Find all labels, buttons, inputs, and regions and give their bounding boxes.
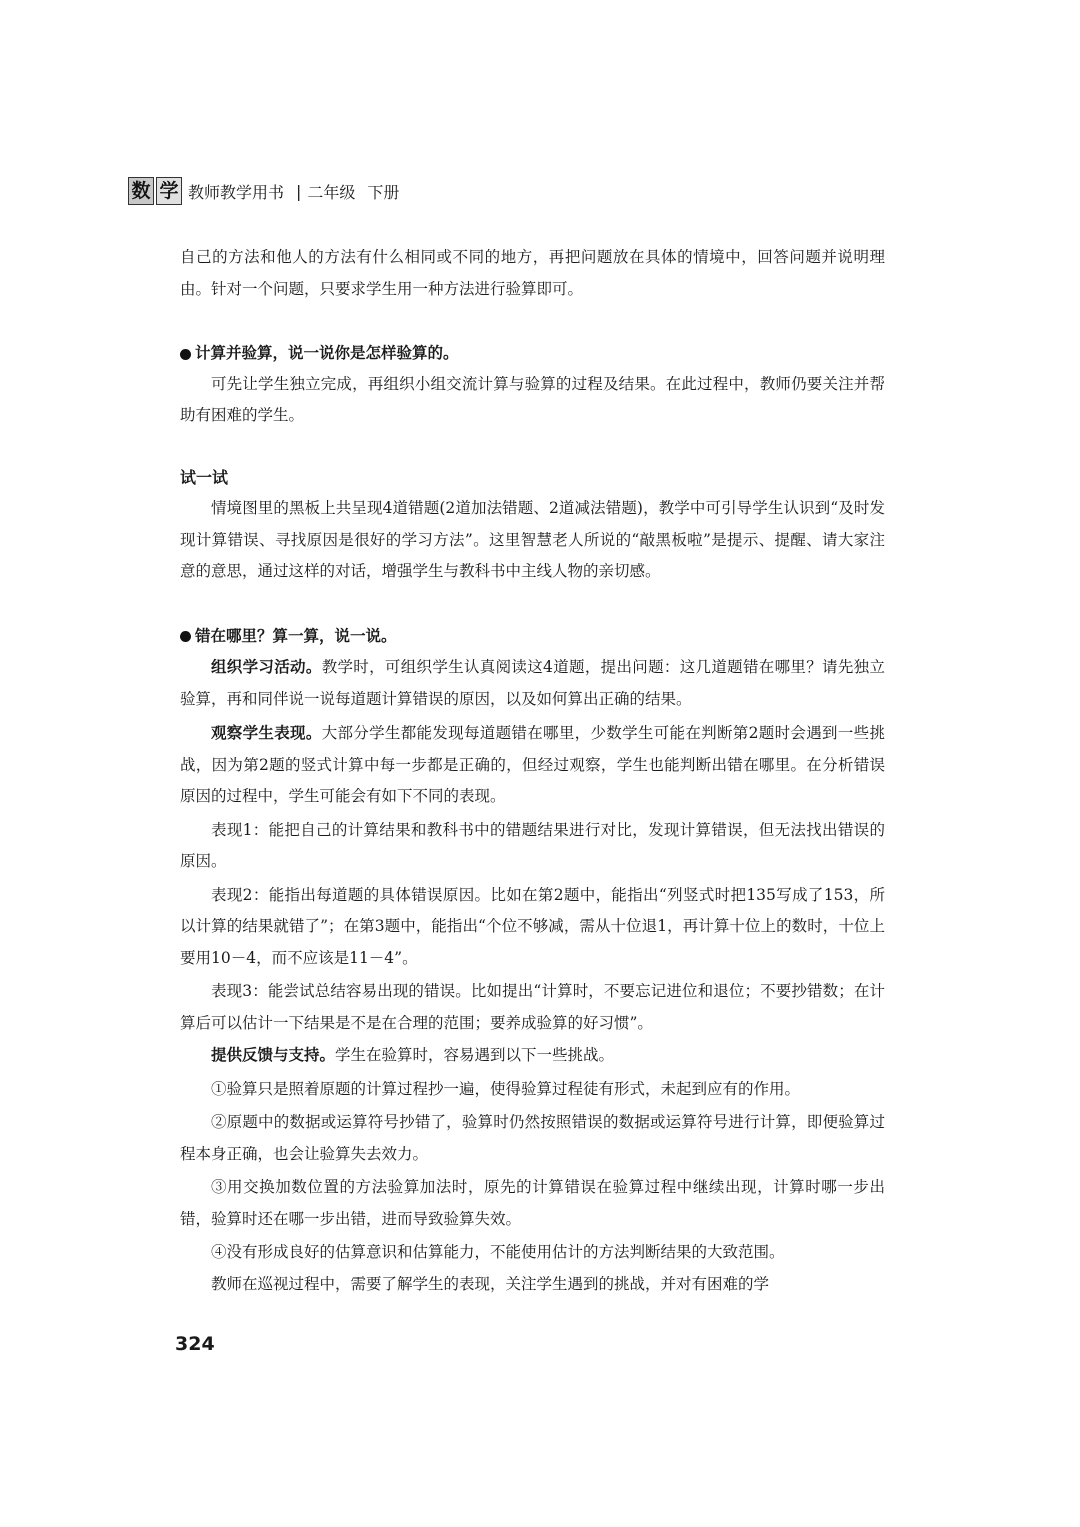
subject-logo <box>128 177 182 205</box>
performance-1: 表现1：能把自己的计算结果和教科书中的错题结果进行对比，发现计算错误，但无法找出错误的原因。 <box>180 820 885 870</box>
observe-text: 大部分学生都能发现每道题错在哪里，少数学生可能在判断第2题时会遇到一些挑战，因为第2题的竖式计算中每一步都是正确的，但经过观察，学生也能判断出错在哪里。在分析错误原因的过程中，学生可能会有如下不同的表现。 <box>180 724 885 805</box>
observe-lead: 观察学生表现。 <box>211 723 322 742</box>
feedback-paragraph <box>180 1039 885 1072</box>
bullet-heading-text: 计算并验算，说一说你是怎样验算的。 <box>195 343 459 362</box>
try-paragraph: 情境图里的黑板上共呈现4道错题(2道加法错题、2道减法错题)，教学中可引导学生认识到“及时发现计算错误、寻找原因是很好的学习方法”。这里智慧老人所说的“敲黑板啦”是提示、提醒、请大家注意的意思，通过这样的对话，增强学生与教科书中主线人物的亲切感。 <box>180 499 885 580</box>
section-title-try: 试一试 <box>180 467 229 487</box>
feedback-lead: 提供反馈与支持。 <box>211 1045 336 1064</box>
feedback-text: 学生在验算时，容易遇到以下一些挑战。 <box>335 1046 615 1064</box>
closing-paragraph: 教师在巡视过程中，需要了解学生的表现，关注学生遇到的挑战，并对有困难的学 <box>211 1274 770 1293</box>
challenge-1: ①验算只是照着原题的计算过程抄一遍，使得验算过程徒有形式，未起到应有的作用。 <box>211 1079 801 1098</box>
bullet-heading-verify <box>180 337 885 369</box>
performance-2: 表现2：能指出每道题的具体错误原因。比如在第2题中，能指出“列竖式时把135写成了153，所以计算的结果就错了”；在第3题中，能指出“个位不够减，需从十位退1，再计算十位上的数时，十位上要用10－4，而不应该是11－4”。 <box>180 885 885 967</box>
challenge-4: ④没有形成良好的估算意识和估算能力，不能使用估计的方法判断结果的大致范围。 <box>211 1243 785 1261</box>
bullet-dot-icon <box>180 349 191 360</box>
organize-lead: 组织学习活动。 <box>211 657 322 676</box>
challenge-3: ③用交换加数位置的方法验算加法时，原先的计算错误在验算过程中继续出现，计算时哪一步出错，验算时还在哪一步出错，进而导致验算失效。 <box>180 1178 885 1228</box>
performance-3: 表现3：能尝试总结容易出现的错误。比如提出“计算时，不要忘记进位和退位；不要抄错数；在计算后可以估计一下结果是不是在合理的范围；要养成验算的好习惯”。 <box>180 982 885 1032</box>
page-number: 324 <box>175 1333 215 1355</box>
running-header <box>128 176 399 206</box>
verify-paragraph: 可先让学生独立完成，再组织小组交流计算与验算的过程及结果。在此过程中，教师仍要关注并帮助有困难的学生。 <box>180 374 885 424</box>
challenge-2: ②原题中的数据或运算符号抄错了，验算时仍然按照错误的数据或运算符号进行计算，即便验算过程本身正确，也会让验算失去效力。 <box>180 1113 885 1163</box>
organize-text: 教学时，可组织学生认真阅读这4道题，提出问题：这几道题错在哪里？请先独立验算，再和同伴说一说每道题计算错误的原因，以及如何算出正确的结果。 <box>180 658 885 708</box>
bullet-heading-text: 错在哪里？算一算，说一说。 <box>195 625 397 645</box>
intro-paragraph: 自己的方法和他人的方法有什么相同或不同的地方，再把问题放在具体的情境中，回答问题并说明理由。针对一个问题，只要求学生用一种方法进行验算即可。 <box>180 248 885 298</box>
bullet-heading-errors <box>180 620 885 652</box>
logo-char-xue: 学 <box>156 177 182 205</box>
page-body <box>180 242 885 1300</box>
grade-label: 二年级 <box>307 182 356 202</box>
organize-paragraph <box>180 651 885 715</box>
logo-char-shu: 数 <box>128 177 154 205</box>
header-separator: | <box>296 181 302 201</box>
observe-paragraph <box>180 717 885 813</box>
volume-label: 下册 <box>367 182 400 202</box>
book-title: 教师教学用书 <box>188 182 285 202</box>
bullet-dot-icon <box>180 631 191 642</box>
